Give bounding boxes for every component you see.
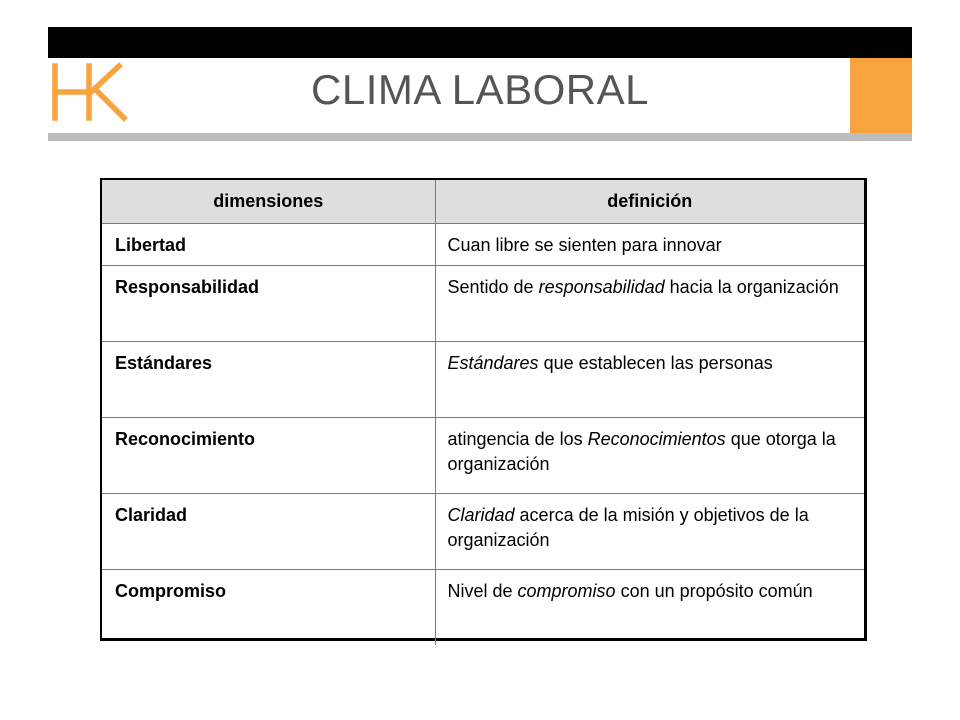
definition-text: hacia la organización [664,276,839,297]
orange-accent-block [850,58,912,133]
table-header-row [102,180,864,223]
dimension-cell: Libertad [102,223,435,265]
definition-emphasis: Claridad [447,504,515,525]
definition-cell [435,265,864,341]
definition-cell [435,417,864,493]
definition-cell [435,341,864,417]
definition-cell [435,223,864,265]
definition-emphasis: responsabilidad [538,276,665,297]
definition-emphasis: Estándares [447,352,539,373]
table-row [102,493,864,569]
dimension-cell: Responsabilidad [102,265,435,341]
table-row [102,341,864,417]
dimension-cell: Reconocimiento [102,417,435,493]
definition-text: atingencia de los [447,428,588,449]
table-row [102,265,864,341]
definition-cell [435,569,864,645]
dimension-cell: Claridad [102,493,435,569]
definition-emphasis: Reconocimientos [587,428,726,449]
definition-text: Nivel de [447,580,518,601]
definition-text: Cuan libre se sienten para innovar [447,234,722,255]
definition-text: que otorga la organización [447,428,836,474]
definition-text: Sentido de [447,276,539,297]
table-row [102,223,864,265]
definition-text: con un propósito común [615,580,813,601]
dimension-cell: Compromiso [102,569,435,645]
title-underline-rule [48,133,912,141]
definition-cell [435,493,864,569]
table-row [102,417,864,493]
dimension-cell: Estándares [102,341,435,417]
table-row [102,569,864,645]
definition-text: que establecen las personas [538,352,773,373]
header-definicion: definición [435,180,864,223]
top-black-bar [48,27,912,58]
definition-text: acerca de la misión y objetivos de la organización [447,504,809,550]
slide-title: CLIMA LABORAL [311,66,649,113]
hk-logo-icon [49,62,129,122]
climate-dimensions-table [100,178,867,641]
definition-emphasis: compromiso [517,580,616,601]
header-dimensiones: dimensiones [102,180,435,223]
